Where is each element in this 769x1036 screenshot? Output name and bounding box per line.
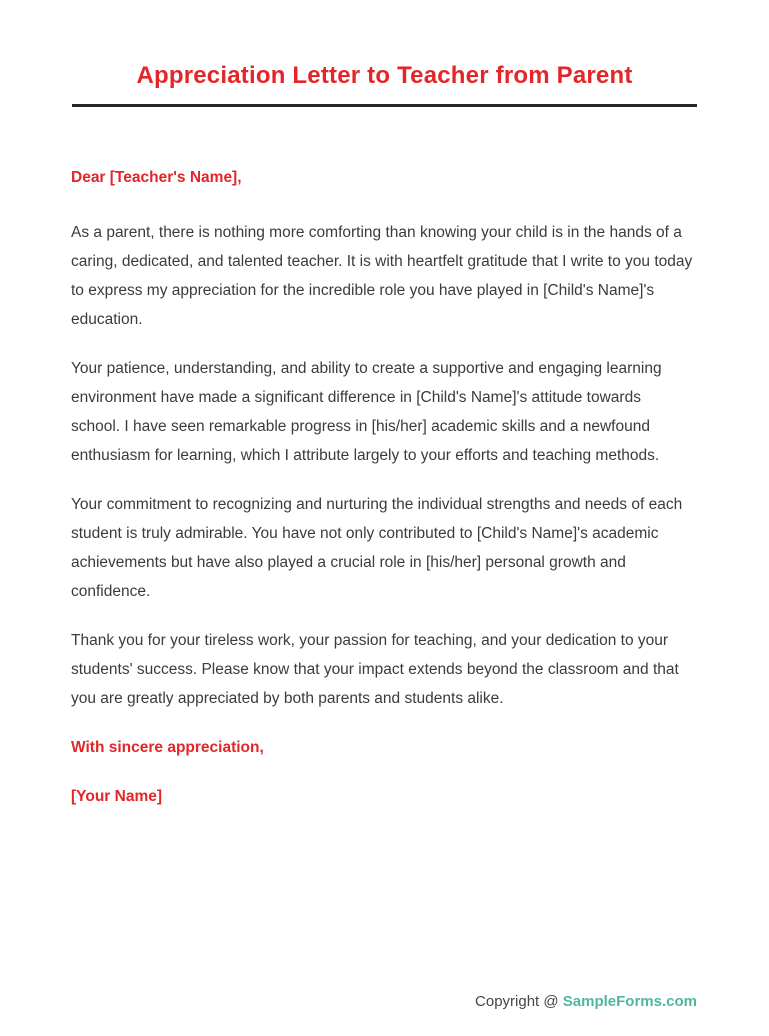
title-divider bbox=[72, 104, 697, 107]
salutation: Dear [Teacher's Name], bbox=[71, 169, 242, 186]
letter-title: Appreciation Letter to Teacher from Parent bbox=[136, 62, 633, 89]
paragraph-4: Thank you for your tireless work, your passion for teaching, and your dedication to your students' success. Please know that your impact extends beyond the classroom and that you are greatly appreciated by both parents and students alike. bbox=[71, 632, 679, 707]
paragraph-3: Your commitment to recognizing and nurturing the individual strengths and needs of each student is truly admirable. You have not only contributed to [Child's Name]'s academic achievements but have also played a crucial role in [his/her] personal growth and confidence. bbox=[71, 496, 683, 600]
brand-link[interactable]: SampleForms.com bbox=[562, 993, 697, 1010]
copyright-text: Copyright @ bbox=[475, 993, 563, 1010]
signature-placeholder: [Your Name] bbox=[71, 788, 163, 805]
letter-body bbox=[71, 163, 693, 811]
footer bbox=[475, 993, 697, 1010]
paragraph-1: As a parent, there is nothing more comforting than knowing your child is in the hands of a caring, dedicated, and talented teacher. It is with heartfelt gratitude that I write to you today to express my appreciation for the incredible role you have played in [Child's Name]'s education. bbox=[71, 224, 693, 328]
paragraph-2: Your patience, understanding, and ability to create a supportive and engaging learning environment have made a significant difference in [Child's Name]'s attitude towards school. I have seen remarkable progress in [his/her] academic skills and a newfound enthusiasm for learning, which I attribute largely to your efforts and teaching methods. bbox=[71, 360, 662, 464]
closing: With sincere appreciation, bbox=[71, 739, 264, 756]
